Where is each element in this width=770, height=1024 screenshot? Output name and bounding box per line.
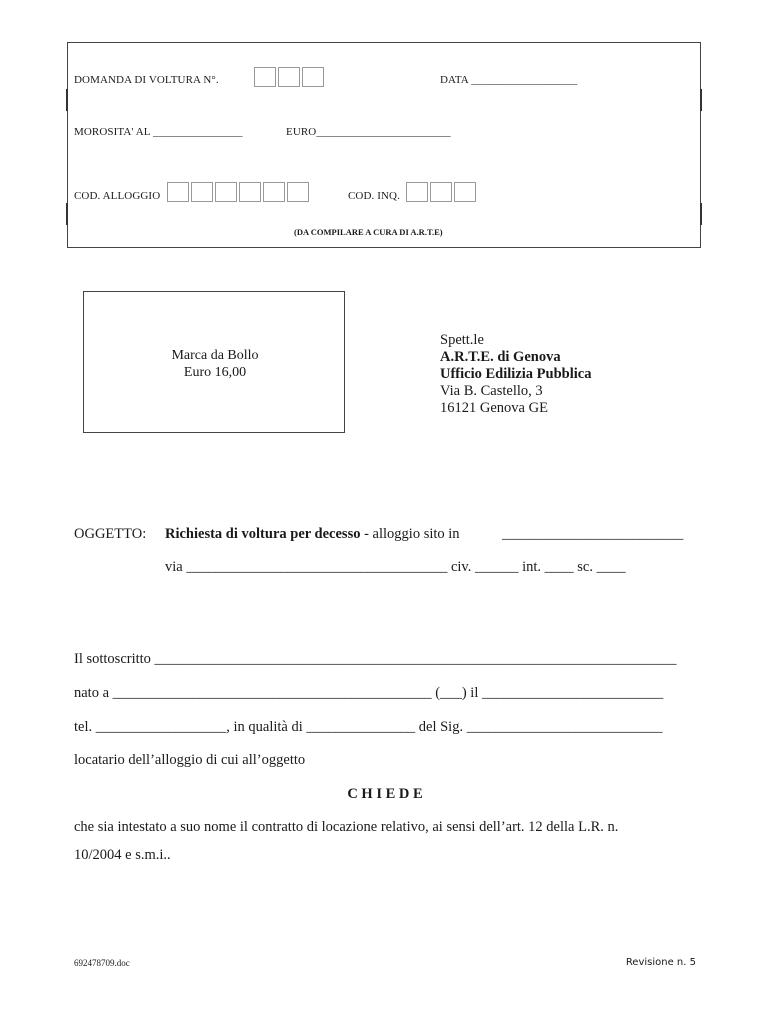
input-cell[interactable] [302,67,324,87]
box-margin-mark [66,203,68,225]
sottoscritto-line: Il sottoscritto ________________________________________________________________________ [74,651,677,667]
nato-a-line: nato a ____________________________________________ (___) il _________________________ [74,685,664,701]
locatario-line: locatario dell’alloggio di cui all’oggetto [74,752,306,768]
tel-line: tel. __________________, in qualità di _______________ del Sig. ___________________________ [74,719,663,735]
input-cell[interactable] [215,182,237,202]
cod-alloggio-cells[interactable] [167,182,311,202]
stamp-line-2: Euro 16,00 [183,365,247,380]
euro-label: EURO________________________ [286,126,451,138]
oggetto-subject [165,526,460,543]
request-line-2: 10/2004 e s.m.i.. [74,847,171,863]
morosita-label: MOROSITA' AL ________________ [74,126,243,138]
footer-revision: Revisione n. 5 [625,957,696,968]
recipient-city: 16121 Genova GE [440,400,548,416]
oggetto-label: OGGETTO: [74,526,147,542]
cod-inq-label: COD. INQ. [348,190,400,202]
box-margin-mark [700,203,702,225]
data-label: DATA ___________________ [440,74,578,86]
domanda-number-cells[interactable] [254,67,326,87]
cod-alloggio-label: COD. ALLOGGIO [74,190,161,202]
input-cell[interactable] [191,182,213,202]
oggetto-subject-rest: - alloggio sito in [360,526,460,542]
via-line: via ____________________________________ civ. ______ int. ____ sc. ____ [165,559,626,575]
city-blank: _________________________ [502,526,684,542]
input-cell[interactable] [278,67,300,87]
input-cell[interactable] [454,182,476,202]
footer-doc-name: 692478709.doc [74,958,130,968]
box-margin-mark [700,89,702,111]
input-cell[interactable] [167,182,189,202]
cod-inq-cells[interactable] [406,182,478,202]
chiede-heading: C H I E D E [347,786,423,802]
recipient-street: Via B. Castello, 3 [440,383,543,399]
input-cell[interactable] [430,182,452,202]
input-cell[interactable] [263,182,285,202]
recipient-salutation: Spett.le [440,332,484,348]
input-cell[interactable] [406,182,428,202]
request-line-1: che sia intestato a suo nome il contratto di locazione relativo, ai sensi dell’art. 12 della L.R. n. [74,819,619,835]
input-cell[interactable] [239,182,261,202]
office-use-note: (DA COMPILARE A CURA DI A.R.T.E) [294,227,443,237]
recipient-organization: A.R.T.E. di Genova [440,349,561,365]
recipient-office: Ufficio Edilizia Pubblica [440,366,592,382]
input-cell[interactable] [254,67,276,87]
input-cell[interactable] [287,182,309,202]
office-use-box [67,42,701,248]
domanda-label: DOMANDA DI VOLTURA N°. [74,74,219,86]
stamp-line-1: Marca da Bollo [171,348,259,363]
oggetto-subject-bold: Richiesta di voltura per decesso [165,526,361,542]
box-margin-mark [66,89,68,111]
revenue-stamp-box [83,291,345,433]
